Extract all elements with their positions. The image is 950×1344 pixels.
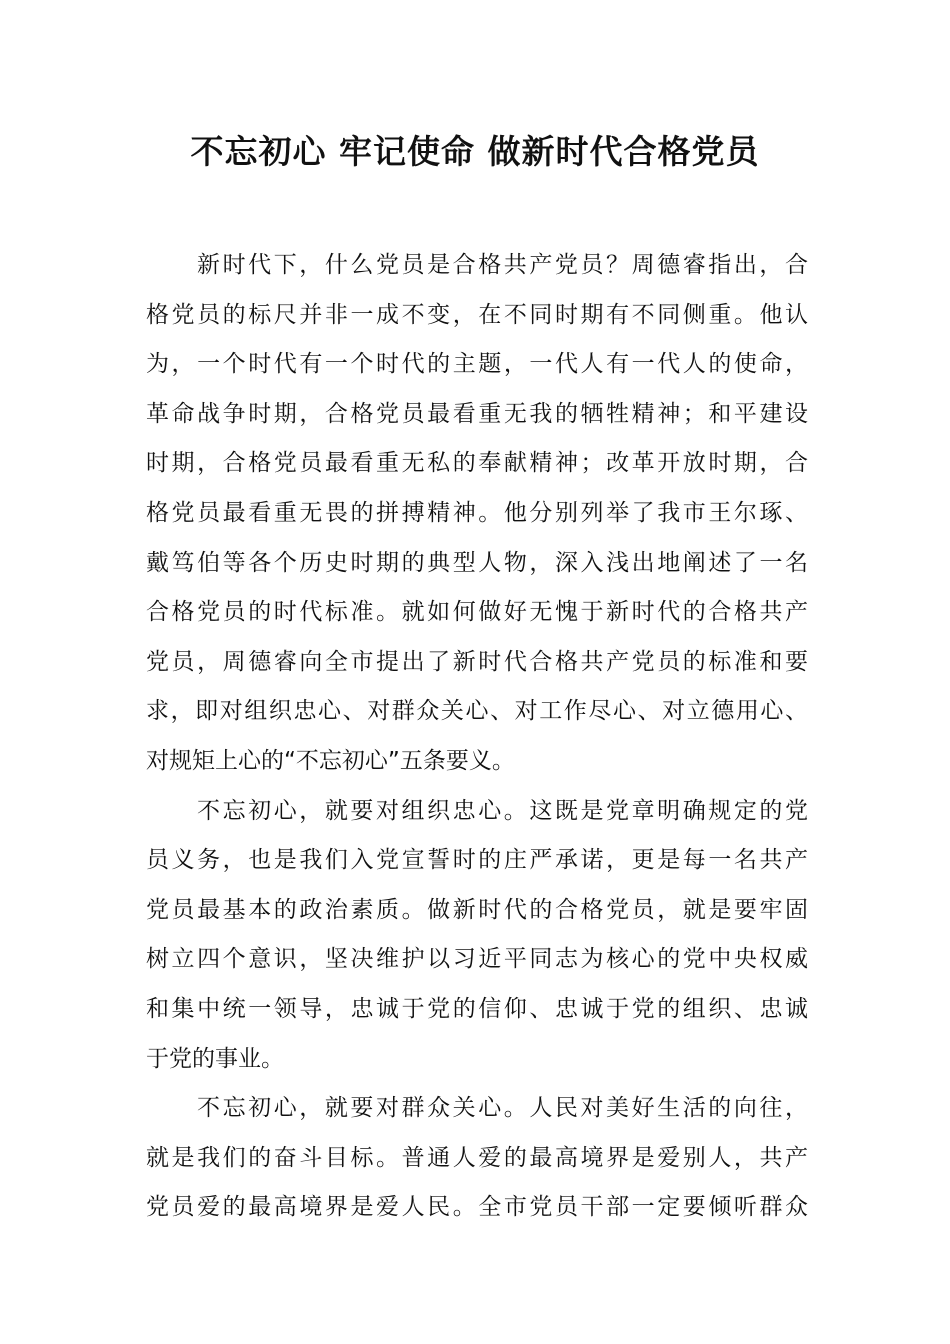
text-line: 不忘初心，就要对群众关心。人民对美好生活的向往，: [197, 1095, 808, 1122]
paragraph: [146, 1084, 808, 1233]
text-line: 党员，周德睿向全市提出了新时代合格共产党员的标准和要: [146, 648, 808, 675]
text-line: 格党员的标尺并非一成不变，在不同时期有不同侧重。他认: [146, 301, 808, 328]
text-line: 员义务，也是我们入党宣誓时的庄严承诺，更是每一名共产: [146, 847, 808, 874]
text-line: 格党员最看重无畏的拼搏精神。他分别列举了我市王尔琢、: [146, 499, 808, 526]
text-line: 不忘初心，就要对组织忠心。这既是党章明确规定的党: [197, 797, 808, 824]
paragraph: [146, 787, 808, 1085]
text-line: 合格党员的时代标准。就如何做好无愧于新时代的合格共产: [146, 599, 808, 626]
text-line: 于党的事业。: [146, 1045, 284, 1072]
text-line: 求，即对组织忠心、对群众关心、对工作尽心、对立德用心、: [146, 698, 808, 725]
text-line: 新时代下，什么党员是合格共产党员？周德睿指出，合: [197, 252, 808, 278]
text-line: 党员爱的最高境界是爱人民。全市党员干部一定要倾听群众: [146, 1194, 808, 1221]
text-line: 就是我们的奋斗目标。普通人爱的最高境界是爱别人，共产: [146, 1144, 808, 1171]
text-line: 时期，合格党员最看重无私的奉献精神；改革开放时期，合: [146, 450, 808, 477]
text-line: 戴笃伯等各个历史时期的典型人物，深入浅出地阐述了一名: [146, 549, 808, 576]
text-line: 对规矩上心的“不忘初心”五条要义。: [146, 747, 515, 774]
document-body: [146, 241, 808, 1233]
text-line: 为，一个时代有一个时代的主题，一代人有一代人的使命，: [146, 351, 808, 378]
text-line: 革命战争时期，合格党员最看重无我的牺牲精神；和平建设: [146, 400, 808, 427]
text-line: 和集中统一领导，忠诚于党的信仰、忠诚于党的组织、忠诚: [146, 995, 808, 1022]
paragraph: [146, 241, 808, 787]
text-line: 党员最基本的政治素质。做新时代的合格党员，就是要牢固: [146, 896, 808, 923]
document-title: 不忘初心 牢记使命 做新时代合格党员: [190, 132, 760, 171]
text-line: 树立四个意识，坚决维护以习近平同志为核心的党中央权威: [146, 946, 808, 973]
